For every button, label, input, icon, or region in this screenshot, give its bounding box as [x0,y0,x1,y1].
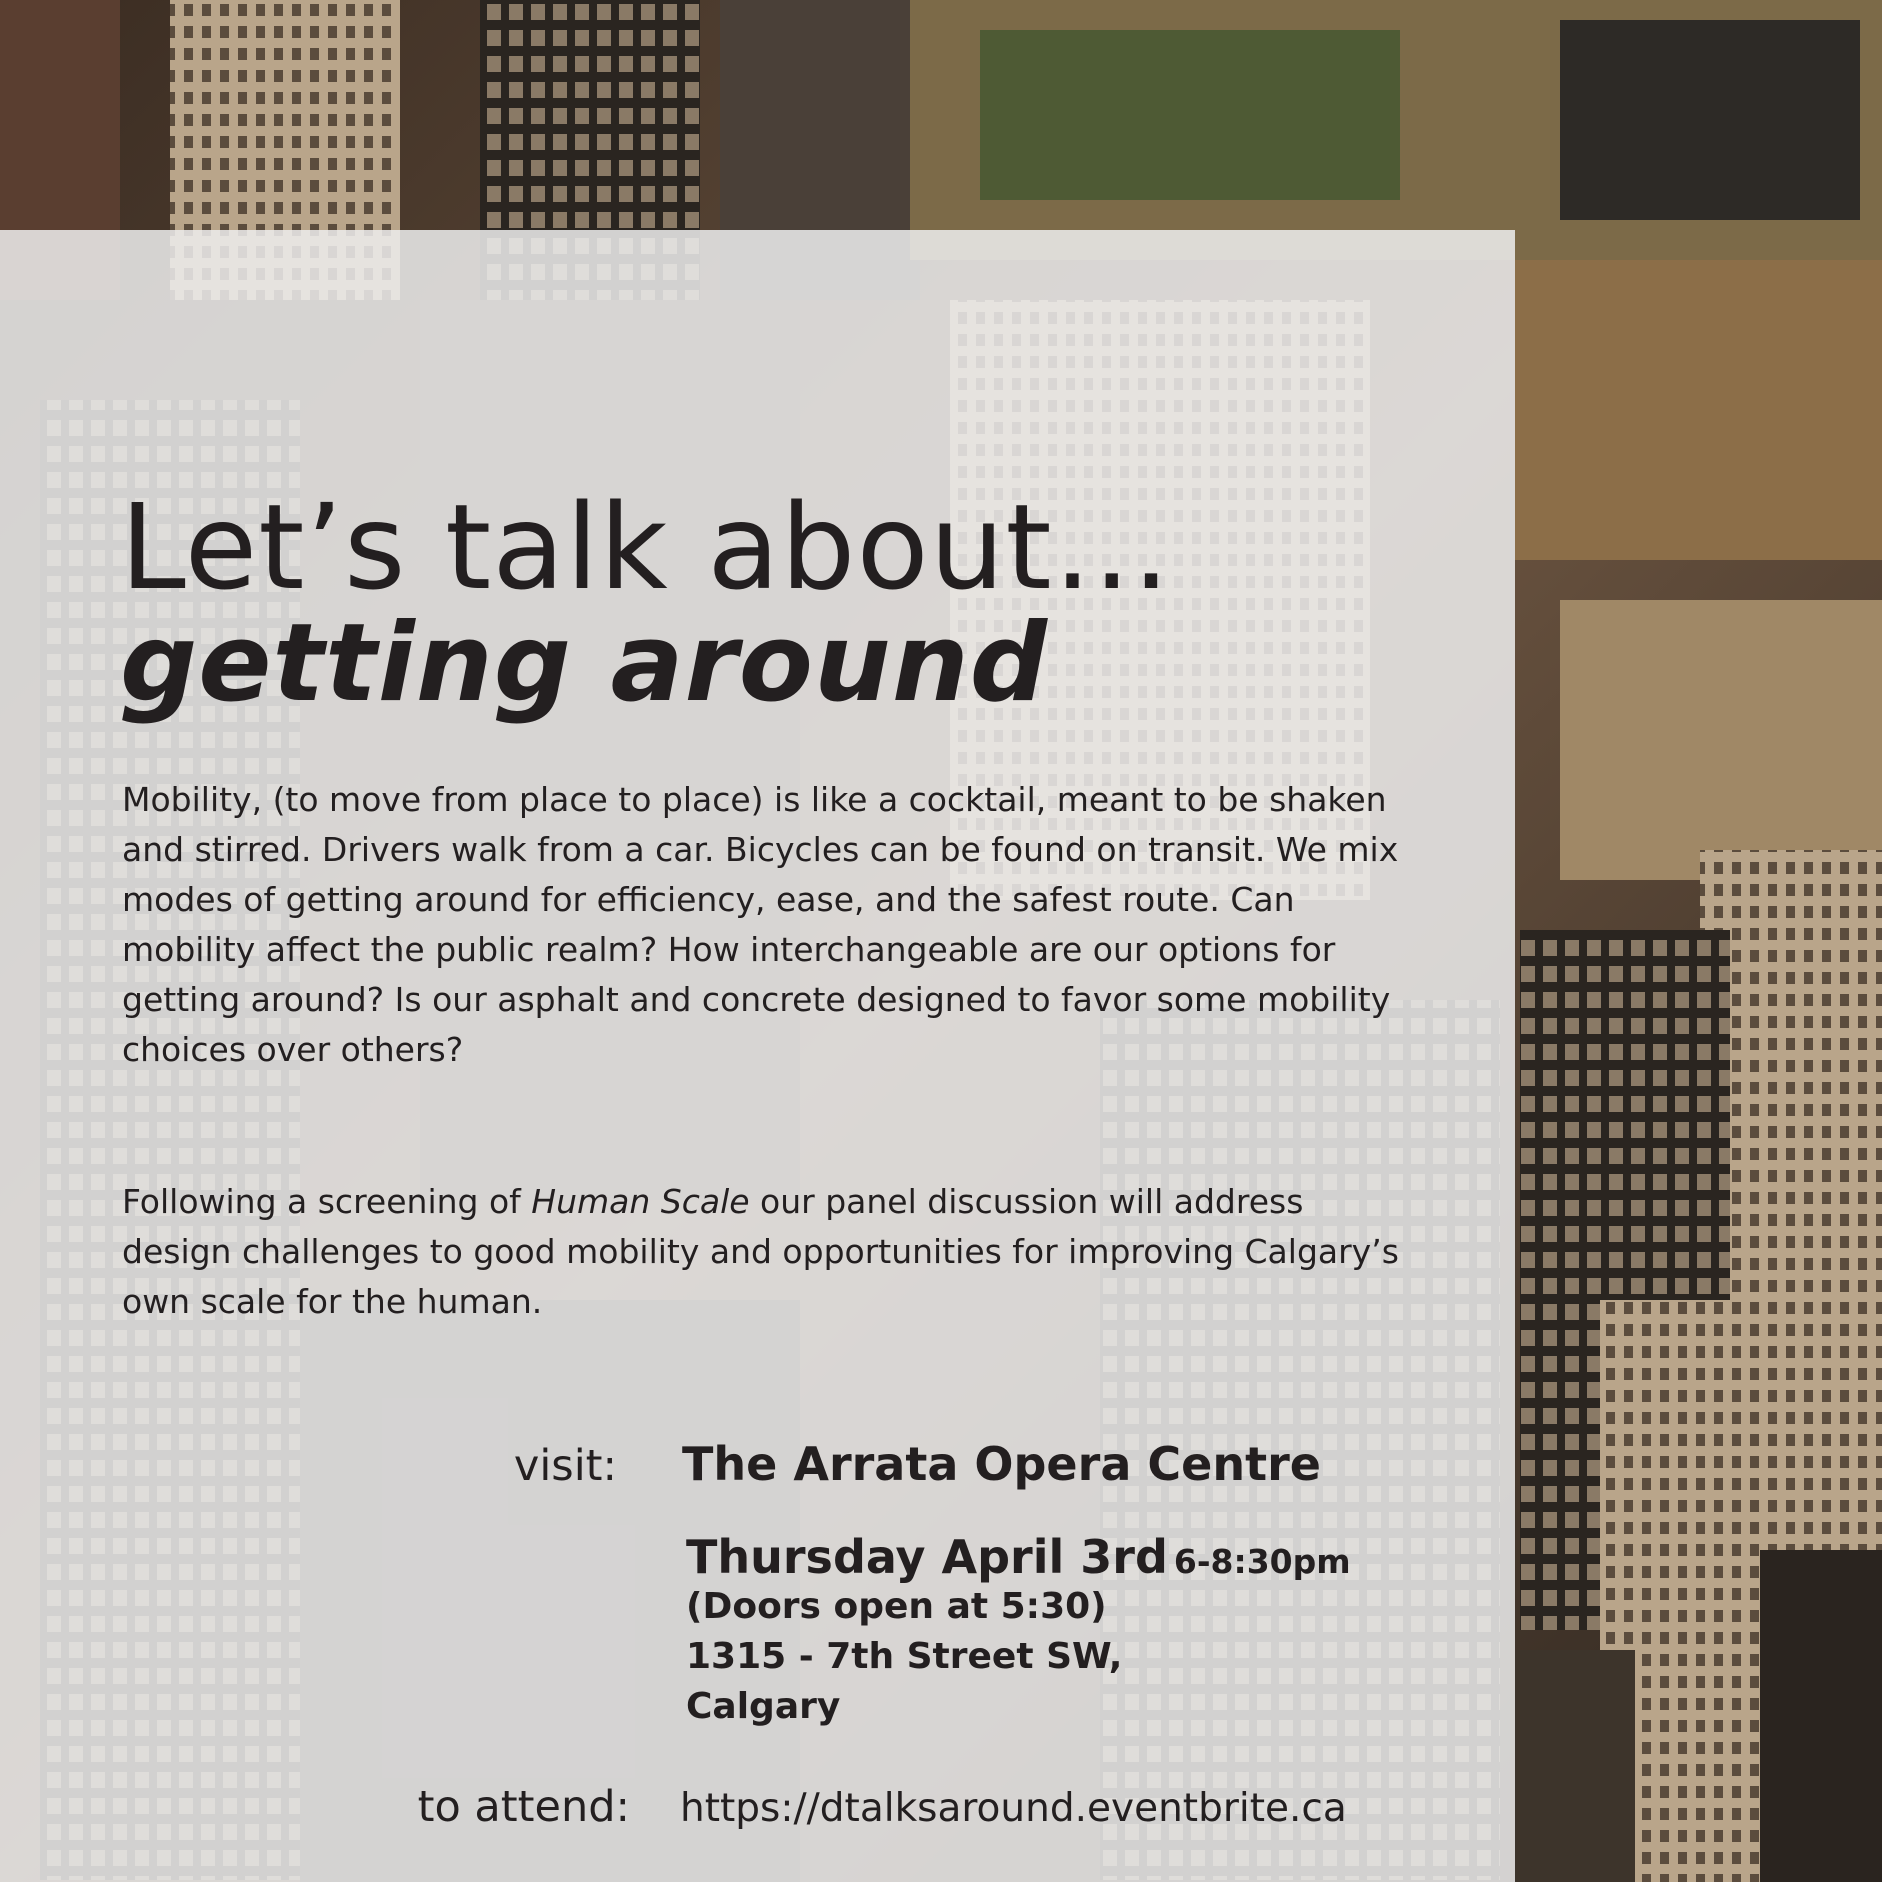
registration-link[interactable]: https://dtalksaround.eventbrite.ca [680,1786,1347,1831]
venue-name: The Arrata Opera Centre [682,1437,1321,1491]
event-date: Thursday April 3rd [686,1530,1168,1584]
headline-topic: getting around [120,601,1049,726]
headline: Let’s talk about… [120,478,1172,616]
film-title: Human Scale [531,1182,750,1221]
intro-paragraph: Mobility, (to move from place to place) is like a cocktail, meant to be shaken and stirred. Drivers walk from a car. Bicycles can be found on transit. We mix modes of getting around for efficiency, ease, and the safest route. Can mobility affect the public realm? How interchangeable are our options for getting around? Is our asphalt and concrete designed to favor some mobility choices over others? [122,780,1399,1069]
event-time: 6-8:30pm [1173,1542,1351,1581]
visit-label: visit: [513,1441,617,1491]
screening-text-end: our panel discussion will address design challenges to good mobility and opportunities for improving Calgary’s own scale for the human. [122,1182,1399,1321]
screening-text-start: Following a screening of [122,1182,532,1221]
attend-label: to attend: [417,1782,630,1832]
screening-paragraph [122,1177,1412,1327]
event-details [686,1582,1122,1732]
doors-open: (Doors open at 5:30) [686,1586,1107,1627]
address-city: Calgary [686,1686,841,1727]
address-street: 1315 - 7th Street SW, [686,1636,1123,1677]
